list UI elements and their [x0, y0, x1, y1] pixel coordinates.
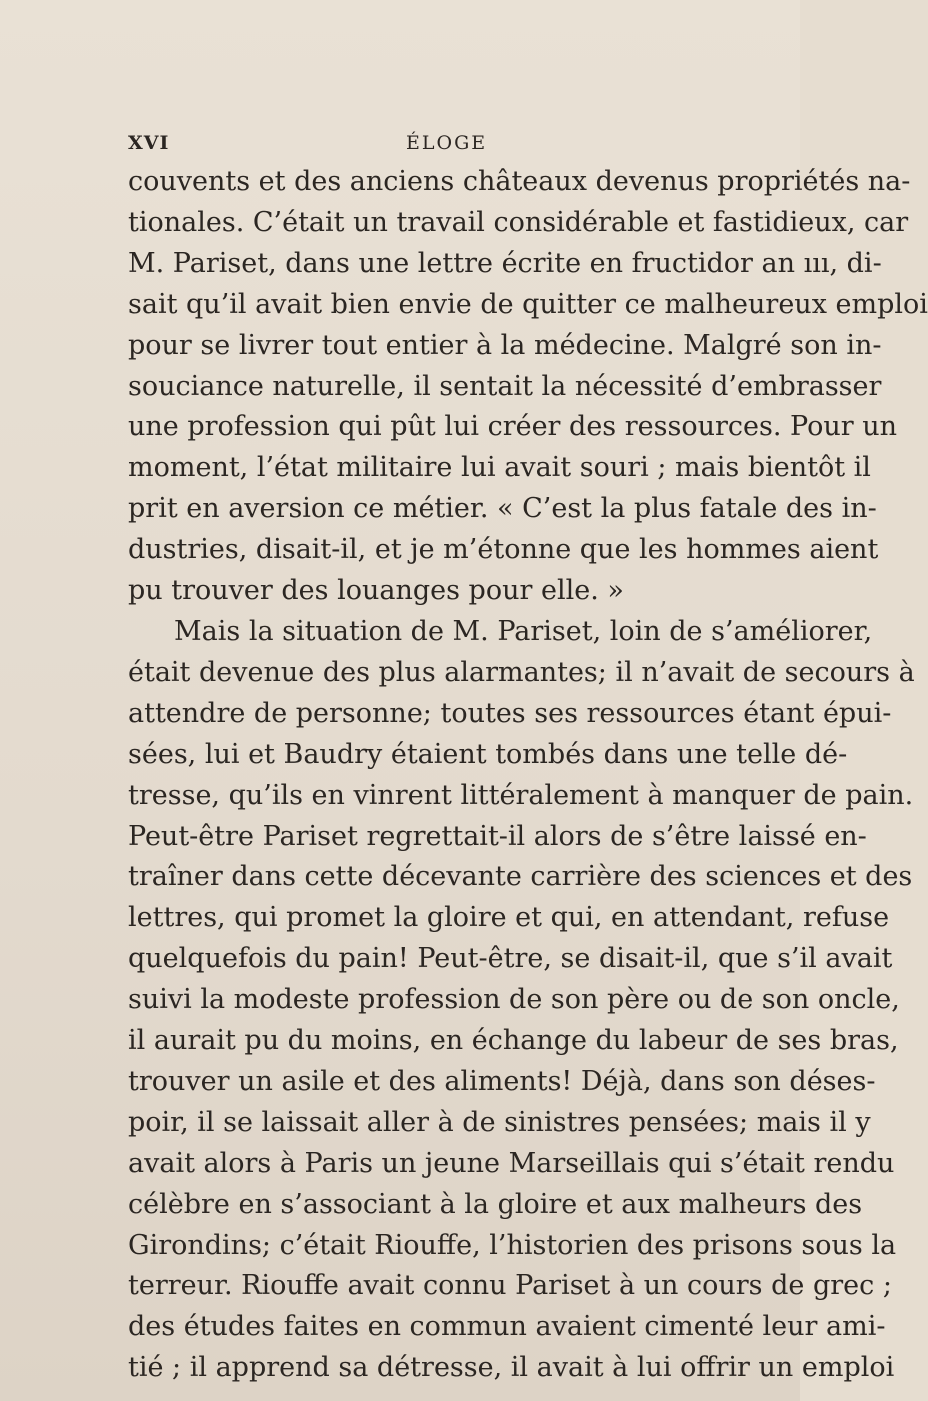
text-line: attendre de personne; toutes ses ressources étant épui-: [128, 697, 892, 729]
text-line: des études faites en commun avaient cimenté leur ami-: [128, 1311, 886, 1343]
text-line: dustries, disait-il, et je m’étonne que les hommes aient: [128, 534, 879, 566]
page-header: [128, 132, 728, 162]
text-line: célèbre en s’associant à la gloire et aux malheurs des: [128, 1188, 863, 1220]
paragraph-start-line: Mais la situation de M. Pariset, loin de s’améliorer,: [174, 615, 873, 647]
text-line: Girondins; c’était Riouffe, l’historien des prisons sous la: [128, 1229, 897, 1261]
text-line: traîner dans cette décevante carrière des sciences et des: [128, 861, 913, 893]
text-line: pour se livrer tout entier à la médecine. Malgré son in-: [128, 329, 882, 361]
text-line: sait qu’il avait bien envie de quitter ce malheureux emploi: [128, 288, 928, 320]
text-line: couvents et des anciens châteaux devenus propriétés na-: [128, 166, 911, 197]
text-line: souciance naturelle, il sentait la nécessité d’embrasser: [128, 370, 882, 402]
text-line: suivi la modeste profession de son père ou de son oncle,: [128, 984, 900, 1016]
text-line: avait alors à Paris un jeune Marseillais qui s’était rendu: [128, 1147, 895, 1179]
text-line: une profession qui pût lui créer des ressources. Pour un: [128, 411, 897, 443]
text-line: trouver un asile et des aliments! Déjà, dans son déses-: [128, 1065, 876, 1097]
text-line: moment, l’état militaire lui avait souri ; mais bientôt il: [128, 452, 871, 484]
page-number: XVI: [128, 132, 170, 154]
text-line: était devenue des plus alarmantes; il n’avait de secours à: [128, 656, 915, 688]
paragraph-end-line: pu trouver des louanges pour elle. »: [128, 575, 624, 607]
text-line: prit en aversion ce métier. « C’est la plus fatale des in-: [128, 493, 877, 525]
text-line: Peut-être Pariset regrettait-il alors de s’être laissé en-: [128, 820, 867, 852]
text-line: poir, il se laissait aller à de sinistres pensées; mais il y: [128, 1106, 871, 1138]
text-line: lettres, qui promet la gloire et qui, en attendant, refuse: [128, 902, 890, 934]
text-line: terreur. Riouffe avait connu Pariset à un cours de grec ;: [128, 1270, 892, 1302]
text-line: il aurait pu du moins, en échange du labeur de ses bras,: [128, 1025, 899, 1057]
text-line: tionales. C’était un travail considérable et fastidieux, car: [128, 206, 909, 238]
text-line: tresse, qu’ils en vinrent littéralement à manquer de pain.: [128, 779, 914, 811]
text-line: tié ; il apprend sa détresse, il avait à lui offrir un emploi: [128, 1352, 895, 1384]
body-text: [128, 162, 928, 1389]
text-line: sées, lui et Baudry étaient tombés dans une telle dé-: [128, 738, 848, 770]
text-line: M. Pariset, dans une lettre écrite en fructidor an ııı, di-: [128, 247, 882, 279]
text-line: quelquefois du pain! Peut-être, se disait-il, que s’il avait: [128, 943, 893, 975]
running-title: ÉLOGE: [406, 132, 488, 154]
